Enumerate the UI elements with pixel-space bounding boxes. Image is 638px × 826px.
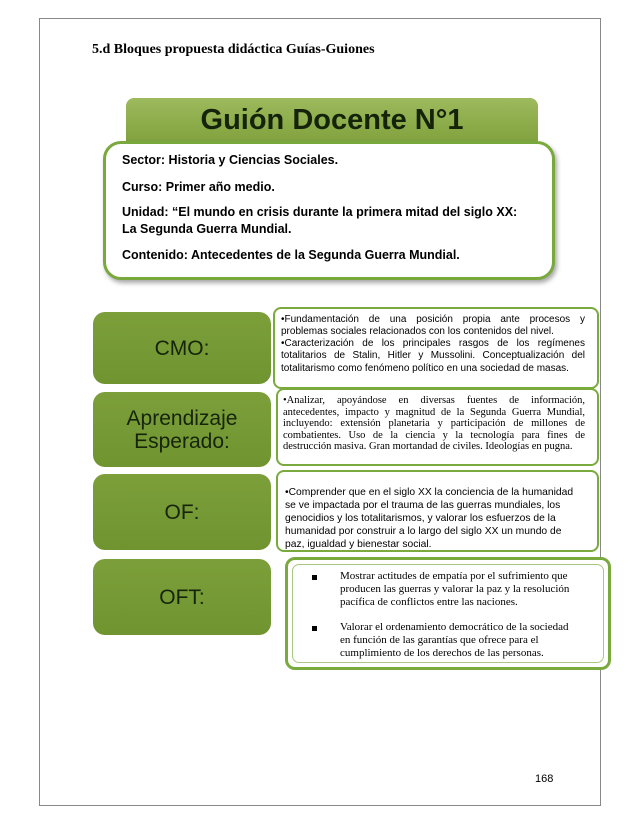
of-label-box — [93, 474, 271, 550]
ae-label-box — [93, 392, 271, 467]
ae-label-line-2: Esperado: — [134, 429, 230, 453]
section-heading: 5.d Bloques propuesta didáctica Guías-Guiones — [92, 42, 375, 57]
of-bullet: •Comprender que en el siglo XX la conciencia de la humanidad se ve impactada por el trauma de las guerras mundiales, los genocidios y los totalitarismos, y valorar los esfuerzos de la humanidad por construir a lo largo del siglo XX un mundo de paz, igualdad y bienestar social. — [285, 487, 574, 550]
banner-title: Guión Docente N°1 — [200, 104, 464, 136]
unidad-line-2: La Segunda Guerra Mundial. — [122, 222, 292, 236]
oft-item-2 — [340, 621, 568, 660]
info-box — [103, 141, 555, 280]
page-number: 168 — [535, 773, 554, 785]
oft-item-2-line-1: Valorar el ordenamiento democrático de la sociedad — [340, 621, 569, 633]
oft-item-2-line-2: en función de las garantías que ofrece para el — [340, 634, 539, 646]
contenido-line: Contenido: Antecedentes de la Segunda Guerra Mundial. — [122, 248, 460, 262]
oft-text-box — [285, 557, 611, 670]
oft-item-1-line-2: producen las guerras y valorar la paz y la resolución — [340, 583, 570, 595]
of-text-box — [276, 470, 599, 552]
ae-bullet: •Analizar, apoyándose en diversas fuentes de información, antecedentes, impacto y magnitud de la Segunda Guerra Mundial, incluyendo: extensión planetaria y participación de millones de combatientes. Uso de la ciencia y la tecnología para fines de destrucción masiva. Gran mortandad de civiles. Ideologías en pugna. — [283, 395, 585, 453]
cmo-bullet-2: •Caracterización de los principales rasgos de los regímenes totalitarios de Stalin, Hitler y Mussolini. Conceptualización del totalitarismo como fenómeno político en una sociedad de masas. — [281, 338, 585, 374]
oft-label-box — [93, 559, 271, 635]
oft-label: OFT: — [159, 585, 205, 609]
oft-item-1-line-1: Mostrar actitudes de empatía por el sufrimiento que — [340, 570, 568, 582]
sector-line: Sector: Historia y Ciencias Sociales. — [122, 153, 339, 167]
cmo-label-box — [93, 312, 271, 384]
oft-bullet-square-2 — [312, 626, 317, 631]
unidad-line-1: Unidad: “El mundo en crisis durante la primera mitad del siglo XX: — [122, 205, 518, 219]
oft-item-1 — [340, 570, 569, 609]
cmo-label: CMO: — [154, 336, 210, 360]
ae-text-box — [276, 388, 599, 466]
oft-item-2-line-3: cumplimiento de los derechos de las personas. — [340, 647, 544, 659]
oft-bullet-square-1 — [312, 575, 317, 580]
of-label: OF: — [164, 500, 200, 524]
oft-item-1-line-3: pacífica de conflictos entre las naciones. — [340, 596, 518, 608]
curso-line: Curso: Primer año medio. — [122, 180, 275, 194]
cmo-bullet-1: •Fundamentación de una posición propia ante procesos y problemas sociales relacionados con los contenidos del nivel. — [281, 314, 585, 338]
ae-label-line-1: Aprendizaje — [126, 406, 238, 430]
cmo-text-box — [273, 307, 599, 389]
